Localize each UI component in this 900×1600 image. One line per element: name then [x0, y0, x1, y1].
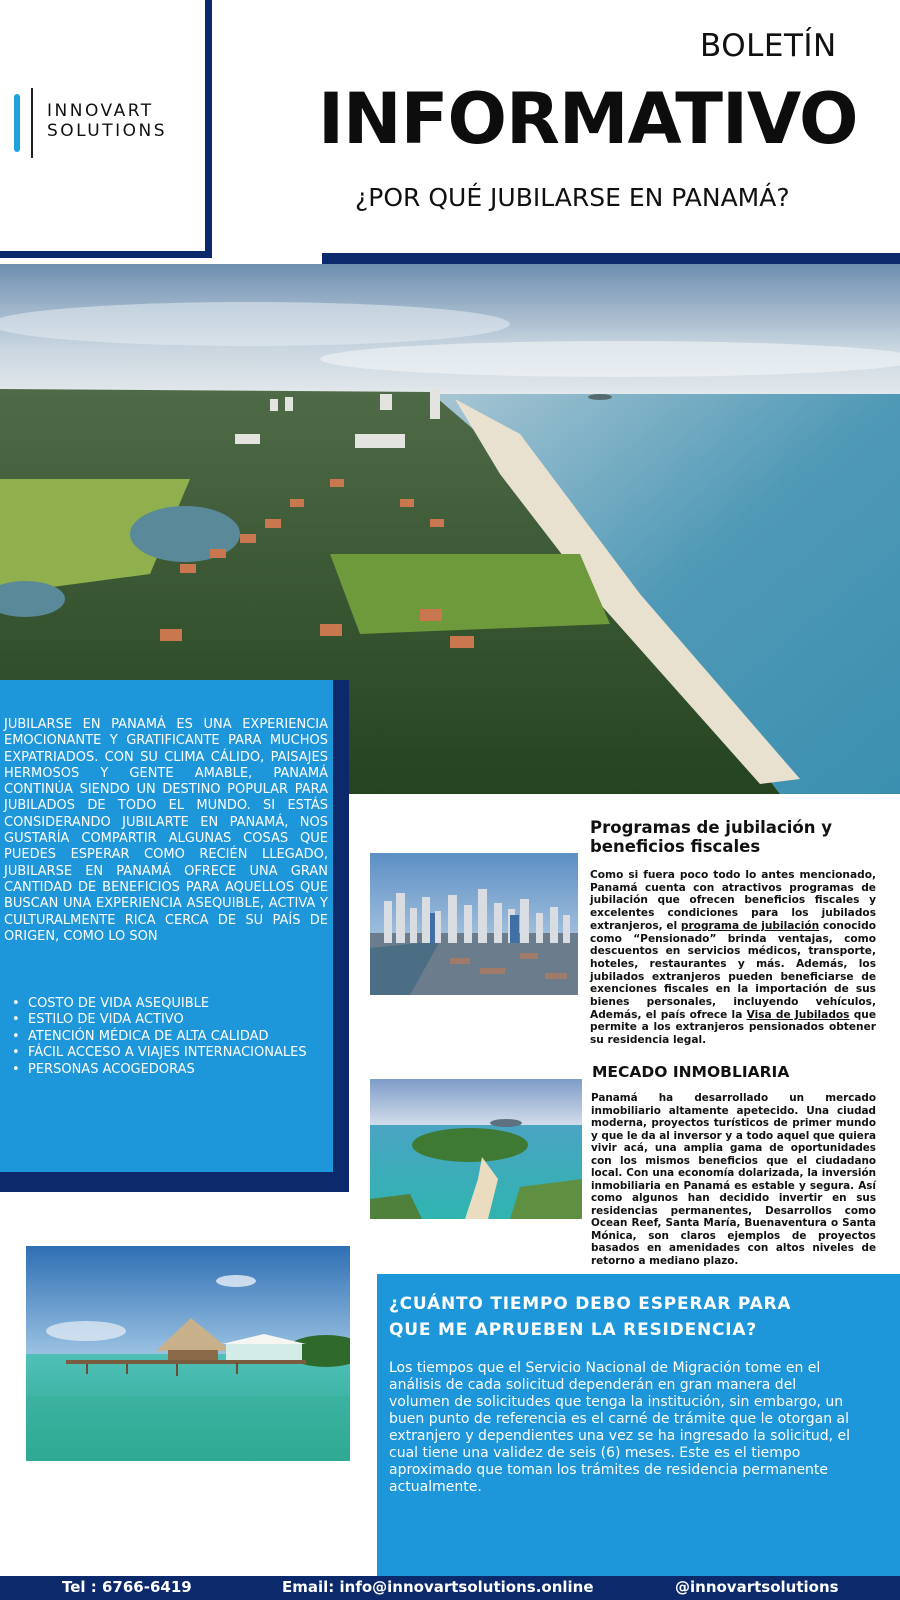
brand-line-2: SOLUTIONS [47, 121, 168, 141]
city-skyline-photo [370, 853, 578, 995]
footer-social-handle[interactable]: @innovartsolutions [675, 1578, 839, 1596]
residencia-box [377, 1274, 900, 1576]
brand-line-1: INNOVART [47, 101, 154, 121]
section-heading-programas: Programas de jubilación y beneficios fiscales [590, 818, 832, 856]
programas-text [590, 869, 876, 1047]
page-subtitle: ¿POR QUÉ JUBILARSE EN PANAMÁ? [355, 183, 790, 212]
intro-box [0, 680, 333, 1172]
footer-email[interactable]: Email: info@innovartsolutions.online [282, 1578, 594, 1596]
overwater-hut-photo [26, 1246, 350, 1461]
residencia-answer: Los tiempos que el Servicio Nacional de Migración tome en el análisis de cada solicitud dependerán en gran manera del volumen de solicitudes que tenga la institución, sin embargo, un buen punto de referencia es el carné de trámite que le otorgan al extranjero y dependientes una vez se ha ingresado la solicitud, el cual tiene una validez de seis (6) meses. Este es el tiempo aproximado que toman los trámites de residencia permanente actualmente. [389, 1360, 851, 1495]
visa-jubilados-link[interactable]: Visa de Jubilados [746, 1008, 850, 1021]
intro-text: JUBILARSE EN PANAMÁ ES UNA EXPERIENCIA EMOCIONANTE Y GRATIFICANTE PARA MUCHOS EXPATRIADOS. CON SU CLIMA CÁLIDO, PAISAJES HERMOSOS Y GENTE AMABLE, PANAMÁ CONTINÚA SIENDO UN DESTINO POPULAR PARA JUBILADOS DE TODO EL MUNDO. SI ESTÁS CONSIDERANDO JUBILARTE EN PANAMÁ, NOS GUSTARÍA COMPARTIR ALGUNAS COSAS QUE PUEDES ESPERAR COMO RECIÉN LLEGADO, JUBILARSE EN PANAMÁ OFRECE UNA GRAN CANTIDAD DE BENEFICIOS PARA AQUELLOS QUE BUSCAN UNA EXPERIENCIA ASEQUIBLE, ACTIVA Y CULTURALMENTE RICA CERCA DE SU PAÍS DE ORIGEN, COMO LO SON [4, 717, 328, 944]
logo-divider [31, 88, 33, 158]
programas-text-1: Como si fuera poco todo lo antes mencionado, Panamá cuenta con atractivos programas de jubilación que ofrecen beneficios fiscales y excelentes condiciones para los jubilados extranjeros, el [590, 869, 876, 932]
list-item: • FÁCIL ACCESO A VIAJES INTERNACIONALES [10, 1045, 307, 1061]
inmobiliario-text: Panamá ha desarrollado un mercado inmobiliario altamente apetecido. Una ciudad moderna, proyectos turísticos de primer mundo y que le da al inversor y a todo aquel que quiera vivir acá, una amplia gama de oportunidades con los mismos beneficios que el ciudadano local. Con una economía dolarizada, la inversión inmobiliaria en Panamá es estable y segura. Así como algunos han decidido invertir en sus residencias permanentes, Desarrollos como Ocean Reef, Santa María, Buenaventura o Santa Mónica, son claros ejemplos de proyectos basados en amenidades con altos niveles de retorno a mediano plazo. [591, 1092, 876, 1267]
footer-bar [0, 1576, 900, 1600]
list-item: • ATENCIÓN MÉDICA DE ALTA CALIDAD [10, 1029, 307, 1045]
benefits-list [10, 996, 307, 1078]
list-item: • PERSONAS ACOGEDORAS [10, 1062, 307, 1078]
section-heading-inmobiliario: MECADO INMOBLIARIA [592, 1063, 790, 1081]
island-photo [370, 1079, 582, 1219]
header-kicker: BOLETÍN [700, 28, 837, 64]
logo-box [0, 0, 212, 258]
list-item: • ESTILO DE VIDA ACTIVO [10, 1012, 307, 1028]
programas-text-3: que permite a los extranjeros pensionados obtener su residencia legal. [590, 1008, 877, 1047]
logo-accent-bar [14, 94, 20, 152]
programas-text-2: conocido como “Pensionado” brinda ventajas, como descuentos en servicios médicos, transporte, hoteles, restaurantes y más. Además, los jubilados extranjeros pueden beneficiarse de exenciones fiscales en la importación de sus bienes personales, incluyendo vehículos, Además, el país ofrece la [590, 919, 877, 1021]
list-item: • COSTO DE VIDA ASEQUIBLE [10, 996, 307, 1012]
footer-phone[interactable]: Tel : 6766-6419 [62, 1578, 192, 1596]
residencia-question: ¿CUÁNTO TIEMPO DEBO ESPERAR PARA QUE ME APRUEBEN LA RESIDENCIA? [389, 1294, 792, 1340]
page-title: INFORMATIVO [318, 78, 858, 160]
brand-logo [47, 101, 167, 141]
programa-jubilacion-link[interactable]: programa de jubilación [680, 919, 820, 932]
